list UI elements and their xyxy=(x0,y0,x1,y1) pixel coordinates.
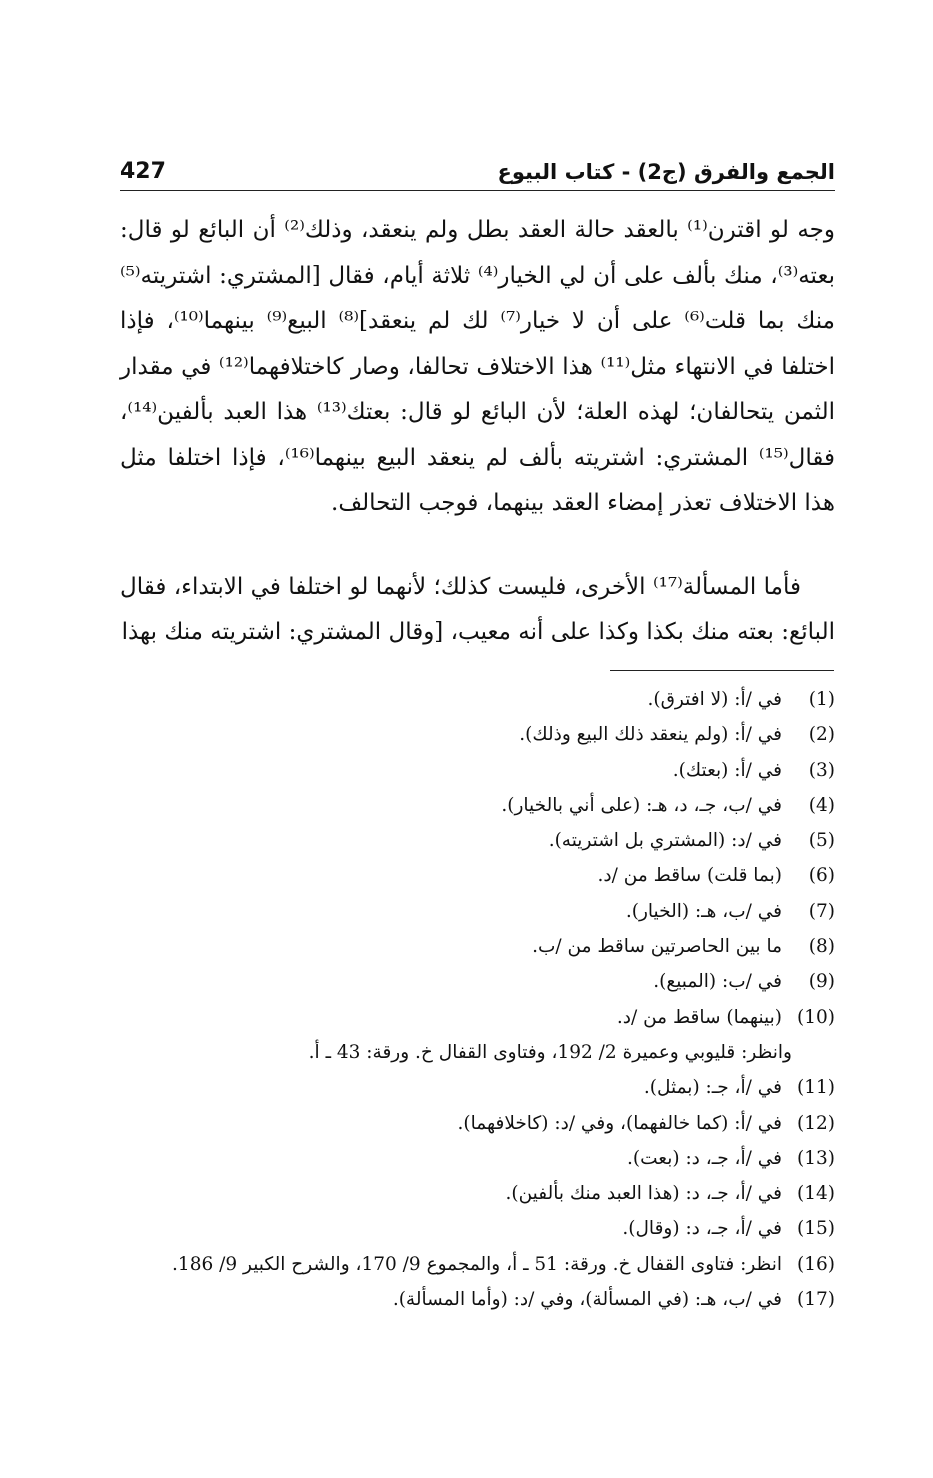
footnote-number: (1) xyxy=(808,689,835,710)
footnote xyxy=(135,964,835,999)
footnote-number: (6) xyxy=(808,865,835,887)
footnote-number: (2) xyxy=(808,724,835,746)
footnote-text: في /ب، هـ: (في المسألة)، وفي /د: (وأما المسألة). xyxy=(392,1289,782,1311)
footnote-number: (15) xyxy=(797,1218,835,1240)
footnote-number: (4) xyxy=(808,794,835,816)
paragraph-2: فأما المسألة⁽¹⁷⁾ الأخرى، فليست كذلك؛ لأنهما لو اختلفا في الابتداء، فقال البائع: بعته منك بكذا وكذا على أنه معيب، [وقال المشتري: اشتريته منك بهذا xyxy=(120,573,835,645)
footnote-number: (14) xyxy=(797,1183,835,1205)
footnote-text: في /أ، جـ، د: (هذا العبد منك بألفين). xyxy=(505,1183,782,1205)
running-title: الجمع والفرق (ج2) - كتاب البيوع xyxy=(497,160,835,184)
footnote-text: في /ب، هـ: (الخيار). xyxy=(625,900,782,922)
footnote-text: في /د: (المشتري بل اشتريته). xyxy=(548,830,782,852)
footnote xyxy=(135,894,835,929)
footnote xyxy=(135,1141,835,1176)
footnote-text: في /ب، جـ، د، هـ: (على أني بالخيار). xyxy=(501,794,782,816)
footnote xyxy=(135,1000,835,1035)
footnote-text: في /أ، جـ، د: (وقال). xyxy=(622,1218,782,1240)
footnote-text: في /أ: (ولم ينعقد ذلك البيع وذلك). xyxy=(519,724,782,746)
footnote xyxy=(135,929,835,964)
footnote-text: في /ب: (المبيع). xyxy=(653,971,782,993)
footnote xyxy=(135,1211,835,1246)
footnote xyxy=(135,788,835,823)
footnote-text: في /أ، جـ، د: (بعت). xyxy=(627,1147,782,1169)
footnote-text: وانظر: قليوبي وعميرة 2/ 192، وفتاوى القفال خ. ورقة: 43 ـ أ. xyxy=(308,1041,792,1063)
footnote xyxy=(135,858,835,893)
footnote-text: في /أ: (بعتك). xyxy=(672,759,782,781)
footnote-number: (8) xyxy=(808,936,835,958)
footnote-number: (5) xyxy=(808,830,835,852)
footnote-text: (بما قلت) ساقط من /د. xyxy=(597,865,782,887)
footnote-number: (16) xyxy=(797,1253,835,1275)
footnote-number: (11) xyxy=(797,1077,835,1099)
footnote-separator xyxy=(610,670,834,671)
footnote xyxy=(135,823,835,858)
footnote xyxy=(135,1176,835,1211)
footnote-number: (9) xyxy=(808,971,835,993)
footnote-number: (12) xyxy=(797,1112,835,1134)
footnote-text: في /أ، جـ: (بمثل). xyxy=(643,1077,782,1099)
footnote xyxy=(135,717,835,752)
footnote-continuation xyxy=(135,1035,835,1070)
main-text xyxy=(120,208,835,656)
footnote-number: (17) xyxy=(797,1289,835,1311)
footnote xyxy=(135,1070,835,1105)
footnote-text: انظر: فتاوى القفال خ. ورقة: 51 ـ أ، والمجموع 9/ 170، والشرح الكبير 9/ 186. xyxy=(172,1253,782,1275)
footnote-number: (10) xyxy=(797,1006,835,1028)
footnotes xyxy=(135,682,835,1317)
paragraph-1: وجه لو اقترن⁽¹⁾ بالعقد حالة العقد بطل ولم ينعقد، وذلك⁽²⁾ أن البائع لو قال: بعته⁽³⁾، منك بألف على أن لي الخيار⁽⁴⁾ ثلاثة أيام، فقال [المشتري: اشتريته⁽⁵⁾ منك بما قلت⁽⁶⁾ على أن لا خيار⁽⁷⁾ لك لم ينعقد]⁽⁸⁾ البيع⁽⁹⁾ بينهما⁽¹⁰⁾، فإذا اختلفا في الانتهاء مثل⁽¹¹⁾ هذا الاختلاف تحالفا، وصار كاختلافهما⁽¹²⁾ في مقدار الثمن يتحالفان؛ لهذه العلة؛ لأن البائع لو قال: بعتك⁽¹³⁾ هذا العبد بألفين⁽¹⁴⁾، فقال⁽¹⁵⁾ المشتري: اشتريته بألف لم ينعقد البيع بينهما⁽¹⁶⁾، فإذا اختلفا مثل هذا الاختلاف تعذر إمضاء العقد بينهما، فوجب التحالف. xyxy=(120,217,835,516)
footnote xyxy=(135,1282,835,1317)
footnote-text: في /أ: (لا افترق). xyxy=(647,689,782,710)
footnote xyxy=(135,1106,835,1141)
footnote-text: (بينهما) ساقط من /د. xyxy=(616,1006,782,1028)
page-number: 427 xyxy=(120,159,166,184)
footnote-number: (3) xyxy=(808,759,835,781)
footnote-number: (13) xyxy=(797,1147,835,1169)
footnote-text: في /أ: (كما خالفهما)، وفي /د: (كاخلافهما). xyxy=(457,1112,782,1134)
running-header xyxy=(120,142,835,191)
footnote xyxy=(135,753,835,788)
footnote xyxy=(135,682,835,717)
footnote xyxy=(135,1247,835,1282)
footnote-number: (7) xyxy=(808,900,835,922)
footnote-text: ما بين الحاصرتين ساقط من /ب. xyxy=(532,936,782,958)
